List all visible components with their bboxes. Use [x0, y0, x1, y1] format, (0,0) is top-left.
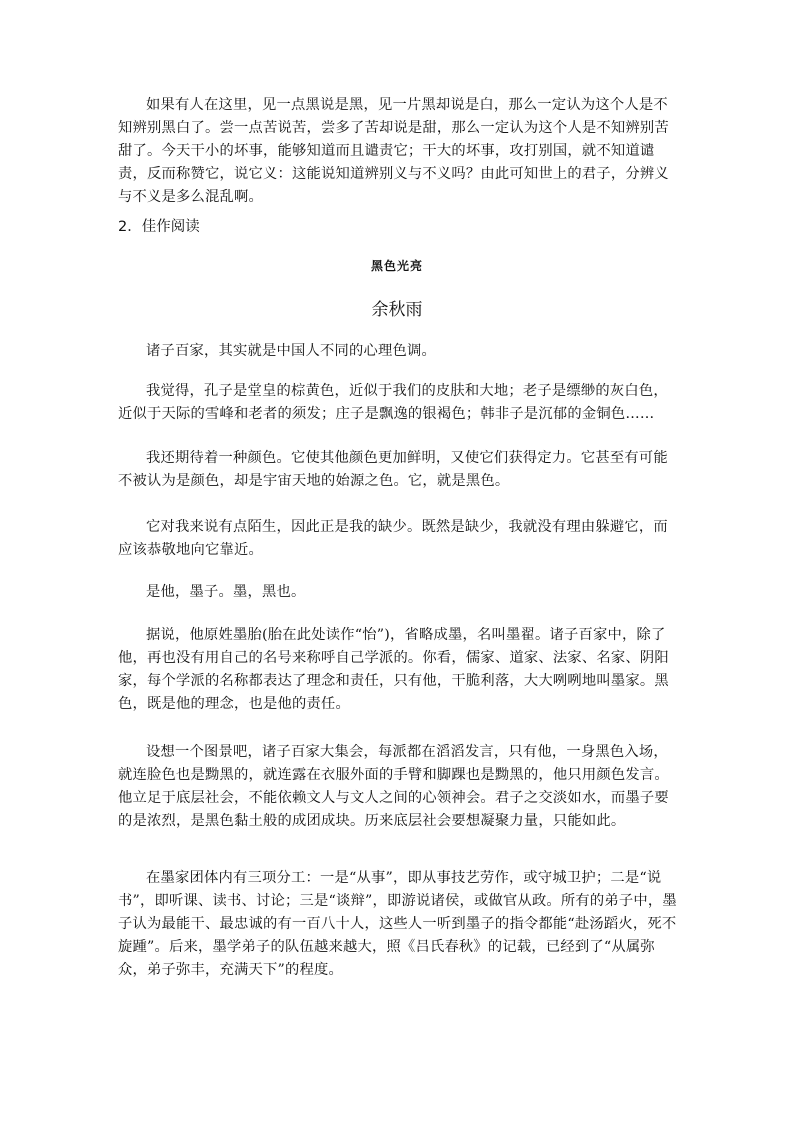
article-paragraph-8: 在墨家团体内有三项分工：一是“从事”，即从事技艺劳作，或守城卫护；二是“说书”，即听课、读书、讨论；三是“谈辩”，即游说诸侯，或做官从政。所有的弟子中，墨子认为最能干、最忠诚的有一百八十人，这些人一听到墨子的指令都能“赴汤蹈火，死不旋踵”。后来，墨学弟子的队伍越来越大，照《吕氏春秋》的记载，已经到了“从属弥众，弟子弥丰，充满天下”的程度。 — [118, 870, 677, 978]
article-paragraph-3: 我还期待着一种颜色。它使其他颜色更加鲜明，又使它们获得定力。它甚至有可能不被认为是颜色，却是宇宙天地的始源之色。它，就是黑色。 — [118, 450, 668, 489]
article-paragraph-7: 设想一个图景吧，诸子百家大集会，每派都在滔滔发言，只有他，一身黑色入场，就连脸色也是黝黑的，就连露在衣服外面的手臂和脚踝也是黝黑的，他只用颜色发言。他立足于底层社会，不能依赖文人与文人之间的心领神会。君子之交淡如水，而墨子要的是浓烈，是黑色黏土般的成团成块。历来底层社会要想凝聚力量，只能如此。 — [118, 744, 669, 829]
section-heading: 2．佳作阅读 — [118, 219, 200, 235]
article-paragraph-1: 诸子百家，其实就是中国人不同的心理色调。 — [146, 343, 436, 359]
translation-paragraph: 如果有人在这里，见一点黑说是黑，见一片黑却说是白，那么一定认为这个人是不知辨别黑白了。尝一点苦说苦，尝多了苦却说是甜，那么一定认为这个人是不知辨别苦甜了。今天干小的坏事，能够知道而且谴责它；干大的坏事，攻打别国，就不知道谴责，反而称赞它，说它义：这能说知道辨别义与不义吗？由此可知世上的君子，分辨义与不义是多么混乱啊。 — [118, 97, 669, 205]
article-paragraph-5: 是他，墨子。墨，黑也。 — [146, 584, 306, 600]
article-paragraph-2: 我觉得，孔子是堂皇的棕黄色，近似于我们的皮肤和大地；老子是缥缈的灰白色，近似于天际的雪峰和老者的须发；庄子是飘逸的银褐色；韩非子是沉郁的金铜色…… — [118, 383, 668, 422]
article-title: 黑色光亮 — [370, 259, 423, 273]
article-paragraph-4: 它对我来说有点陌生，因此正是我的缺少。既然是缺少，我就没有理由躲避它，而应该恭敬地向它靠近。 — [118, 519, 668, 558]
article-author: 余秋雨 — [371, 300, 423, 320]
article-paragraph-6: 据说，他原姓墨胎(胎在此处读作“怡”)，省略成墨，名叫墨翟。诸子百家中，除了他，再也没有用自己的名号来称呼自己学派的。你看，儒家、道家、法家、名家、阴阳家，每个学派的名称都表达了理念和责任，只有他，干脆利落，大大咧咧地叫墨家。黑色，既是他的理念，也是他的责任。 — [118, 627, 669, 712]
